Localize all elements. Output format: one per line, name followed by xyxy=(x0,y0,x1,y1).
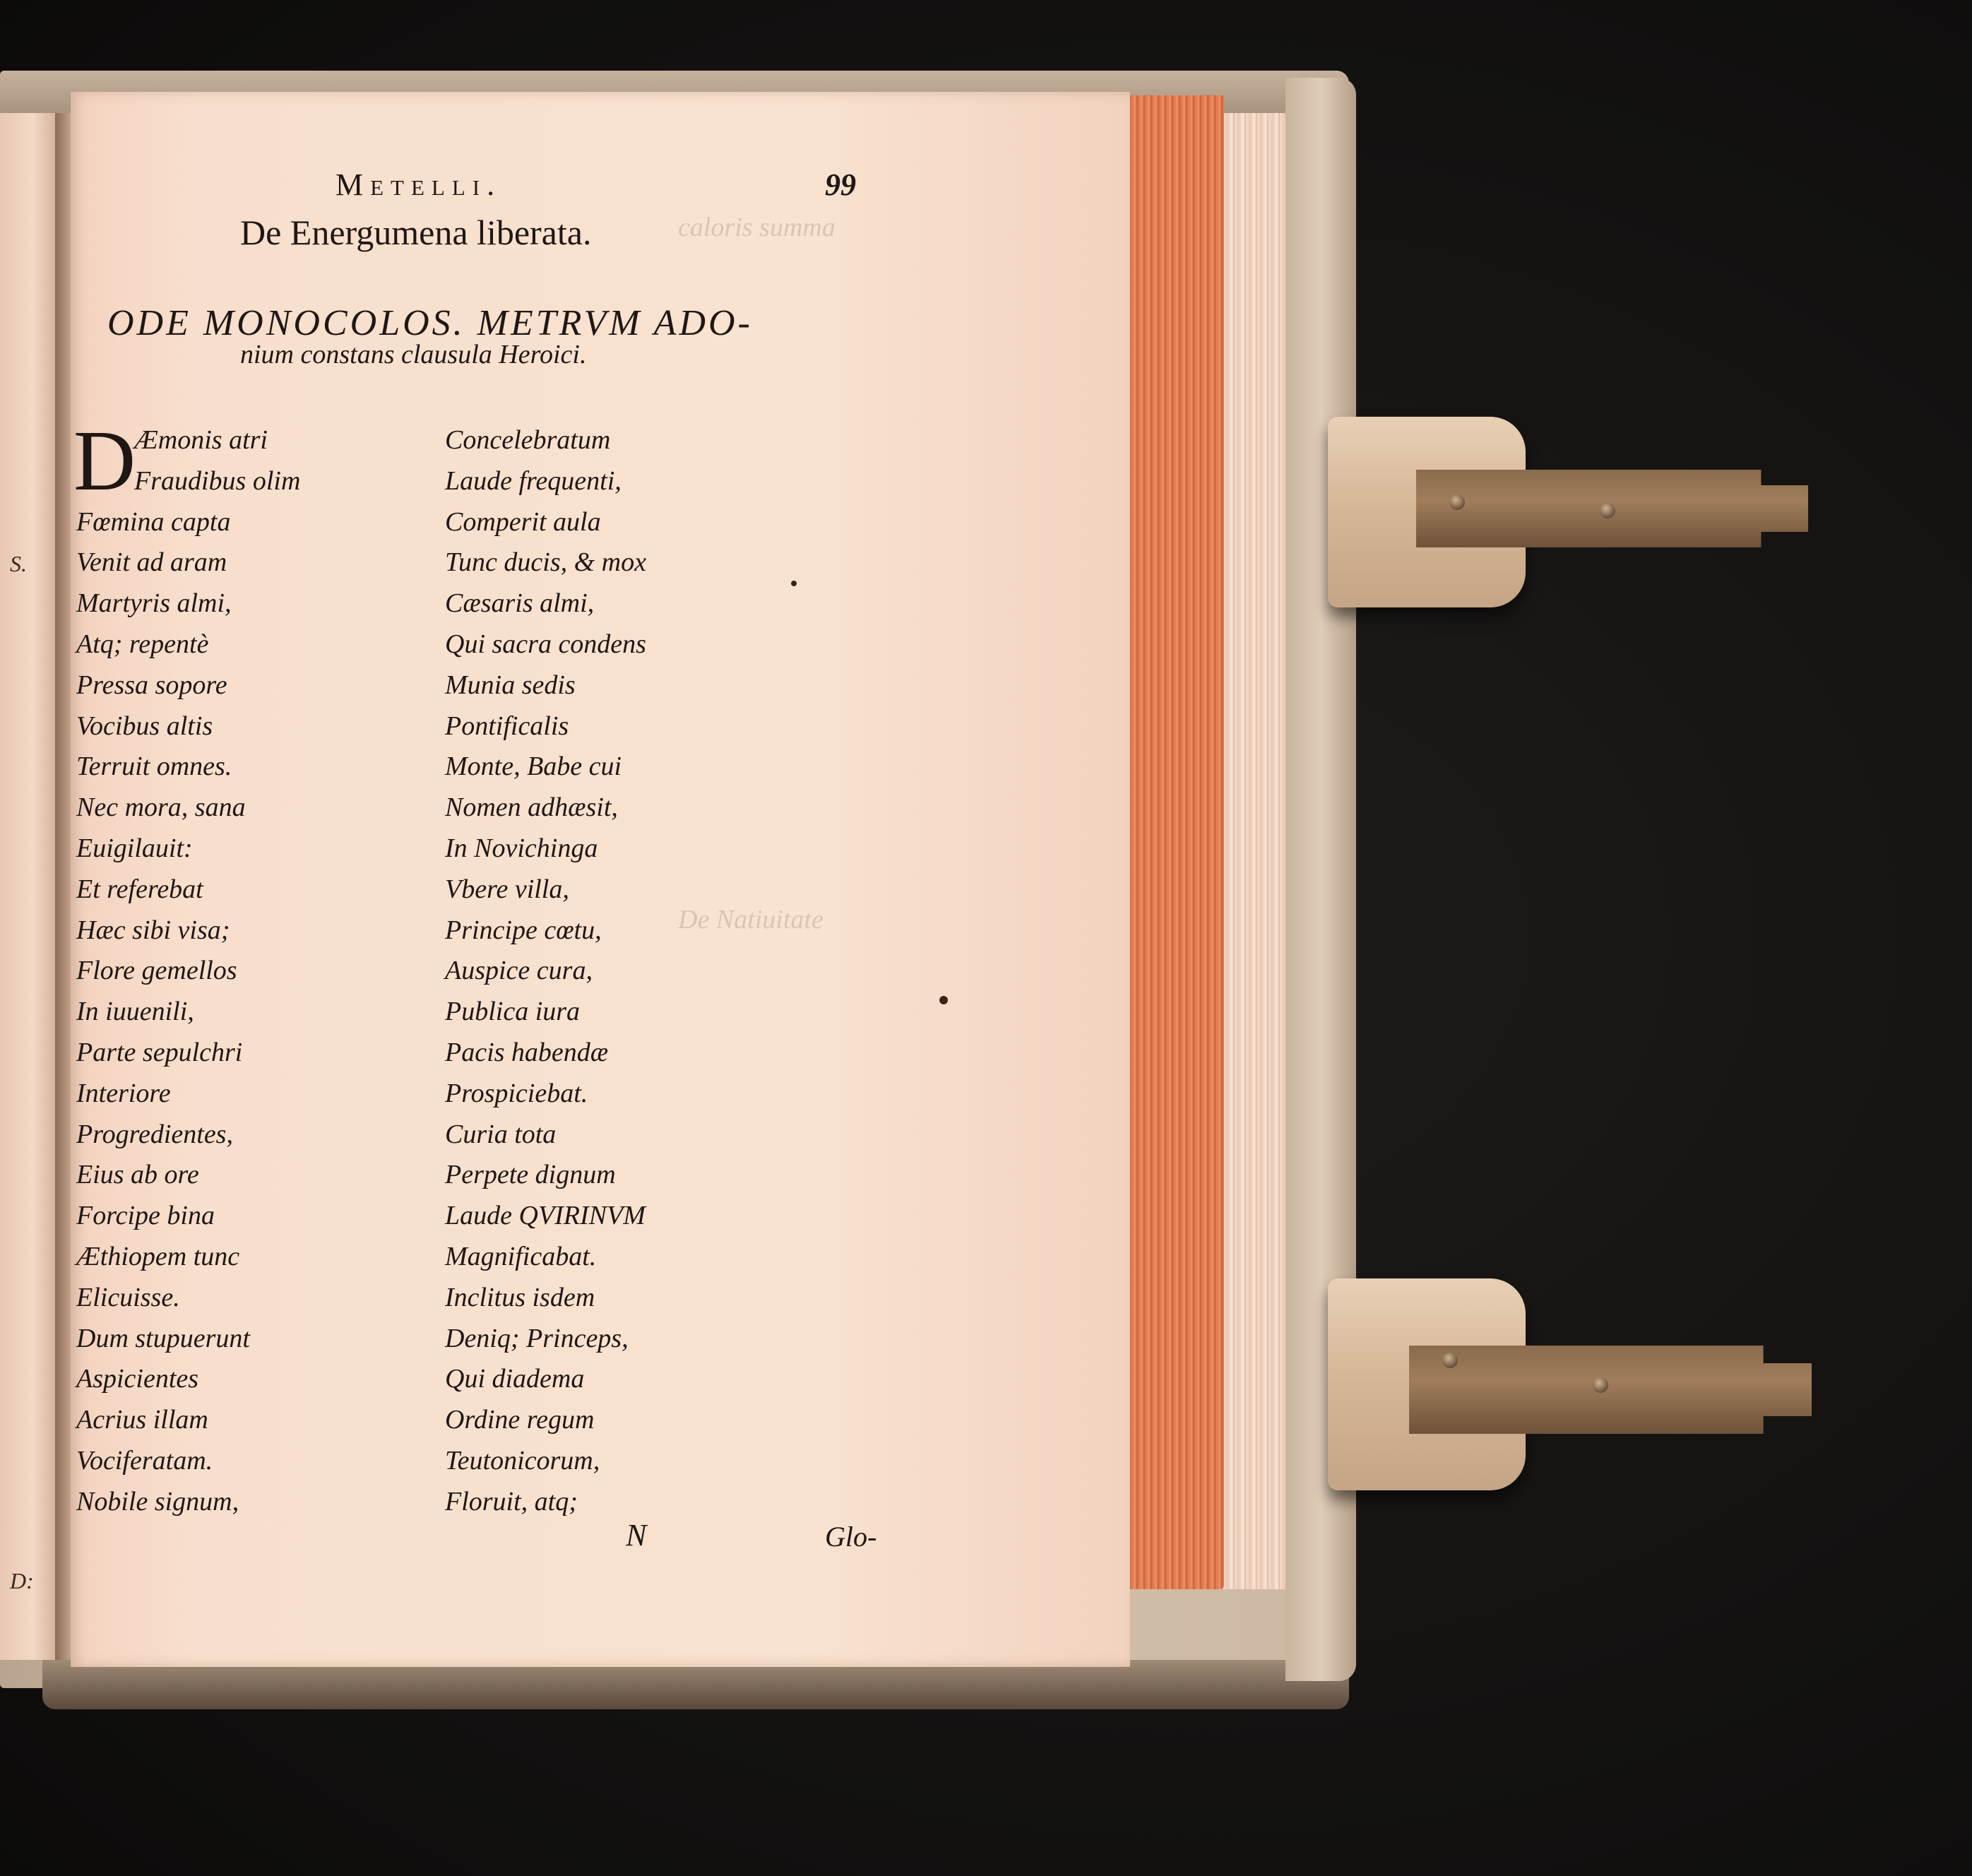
verse-line: Qui sacra condens xyxy=(445,629,646,659)
paper-speck xyxy=(939,996,948,1004)
verse-line: Perpete dignum xyxy=(445,1160,616,1190)
verse-line: Vocibus altis xyxy=(76,711,213,741)
verse-line: Inclitus isdem xyxy=(445,1282,595,1312)
page-number: 99 xyxy=(825,167,856,202)
verse-line: Æmonis atri xyxy=(134,425,268,455)
verse-line: Et referebat xyxy=(76,874,203,904)
show-through: caloris summa xyxy=(678,213,836,242)
verse-line: Fraudibus olim xyxy=(134,465,301,496)
verse-line: Euigilauit: xyxy=(76,833,193,863)
verse-line: Teutonicorum, xyxy=(445,1445,600,1476)
verse-column-right xyxy=(445,420,646,1523)
verse-line: Magnificabat. xyxy=(445,1241,597,1271)
ode-heading: ODE MONOCOLOS. METRVM ADO- xyxy=(107,303,753,343)
lower-clasp-rivet xyxy=(1593,1377,1608,1393)
show-through: De Natiuitate xyxy=(678,905,824,934)
section-title: De Energumena liberata. xyxy=(240,213,592,252)
left-page-fragment: D: xyxy=(10,1568,34,1593)
verse-line: In iuuenili, xyxy=(76,997,194,1027)
verse-line: Nomen adhæsit, xyxy=(445,792,618,823)
signature-mark: N xyxy=(626,1518,647,1553)
verse-line: Dum stupuerunt xyxy=(76,1323,250,1353)
verse-line: Munia sedis xyxy=(445,670,576,700)
running-head: Metelli. xyxy=(335,167,502,202)
verse-line: Vbere villa, xyxy=(445,874,569,904)
verse-line: Cæsaris almi, xyxy=(445,588,595,619)
verse-line: Eius ab ore xyxy=(76,1160,199,1190)
verse-line: Terruit omnes. xyxy=(76,752,232,782)
verse-line: Elicuisse. xyxy=(76,1282,180,1312)
verse-line: Pressa sopore xyxy=(76,670,227,700)
left-page-fragment: S. xyxy=(10,551,27,576)
catchword: Glo- xyxy=(825,1521,877,1553)
verse-line: Publica iura xyxy=(445,997,581,1027)
verse-line: Deniq; Princeps, xyxy=(445,1323,629,1353)
left-page-edge xyxy=(0,113,57,1660)
verse-line: Progredientes, xyxy=(76,1119,233,1149)
paper-speck xyxy=(791,581,797,586)
verse-line: Pacis habendæ xyxy=(445,1037,609,1067)
verse-column-left xyxy=(76,420,300,1523)
verse-line: Comperit aula xyxy=(445,506,601,537)
verse-line: Prospiciebat. xyxy=(445,1078,588,1108)
verse-line: Hæc sibi visa; xyxy=(76,915,230,945)
verse-line: Pontificalis xyxy=(445,711,569,741)
cover-bottom-edge xyxy=(42,1660,1349,1709)
verse-line: Laude frequenti, xyxy=(445,465,622,496)
verse-line: Laude QVIRINVM xyxy=(445,1201,646,1231)
upper-clasp-rivet xyxy=(1600,503,1615,518)
verse-line: Forcipe bina xyxy=(76,1201,215,1231)
verse-line: Curia tota xyxy=(445,1119,557,1149)
upper-clasp-rivet xyxy=(1449,494,1465,510)
drop-cap: D xyxy=(73,413,136,509)
lower-clasp-rivet xyxy=(1442,1353,1458,1368)
verse-line: Æthiopem tunc xyxy=(76,1241,240,1271)
verse-line: Acrius illam xyxy=(76,1405,208,1435)
lower-clasp-metal xyxy=(1409,1346,1812,1434)
verse-line: Venit ad aram xyxy=(76,547,227,578)
verse-line: Atq; repentè xyxy=(76,629,209,659)
verse-line: Flore gemellos xyxy=(76,956,237,986)
verse-line: Qui diadema xyxy=(445,1364,585,1394)
verse-line: Auspice cura, xyxy=(445,956,593,986)
verse-line: Martyris almi, xyxy=(76,588,232,619)
verse-line: In Novichinga xyxy=(445,833,598,863)
ode-subheading: nium constans clausula Heroici. xyxy=(240,340,587,369)
verse-line: Floruit, atq; xyxy=(445,1486,578,1516)
verse-line: Aspicientes xyxy=(76,1364,199,1394)
verse-line: Nec mora, sana xyxy=(76,792,246,823)
verse-line: Fœmina capta xyxy=(76,506,231,537)
page-gutter xyxy=(55,113,72,1660)
verse-line: Concelebratum xyxy=(445,425,611,455)
verse-line: Ordine regum xyxy=(445,1405,595,1435)
verse-line: Nobile signum, xyxy=(76,1486,239,1516)
verse-line: Vociferatam. xyxy=(76,1445,213,1476)
verse-line: Interiore xyxy=(76,1078,171,1108)
verse-line: Monte, Babe cui xyxy=(445,752,622,782)
verse-line: Parte sepulchri xyxy=(76,1037,243,1067)
verse-line: Principe cœtu, xyxy=(445,915,602,945)
verse-line: Tunc ducis, & mox xyxy=(445,547,646,578)
